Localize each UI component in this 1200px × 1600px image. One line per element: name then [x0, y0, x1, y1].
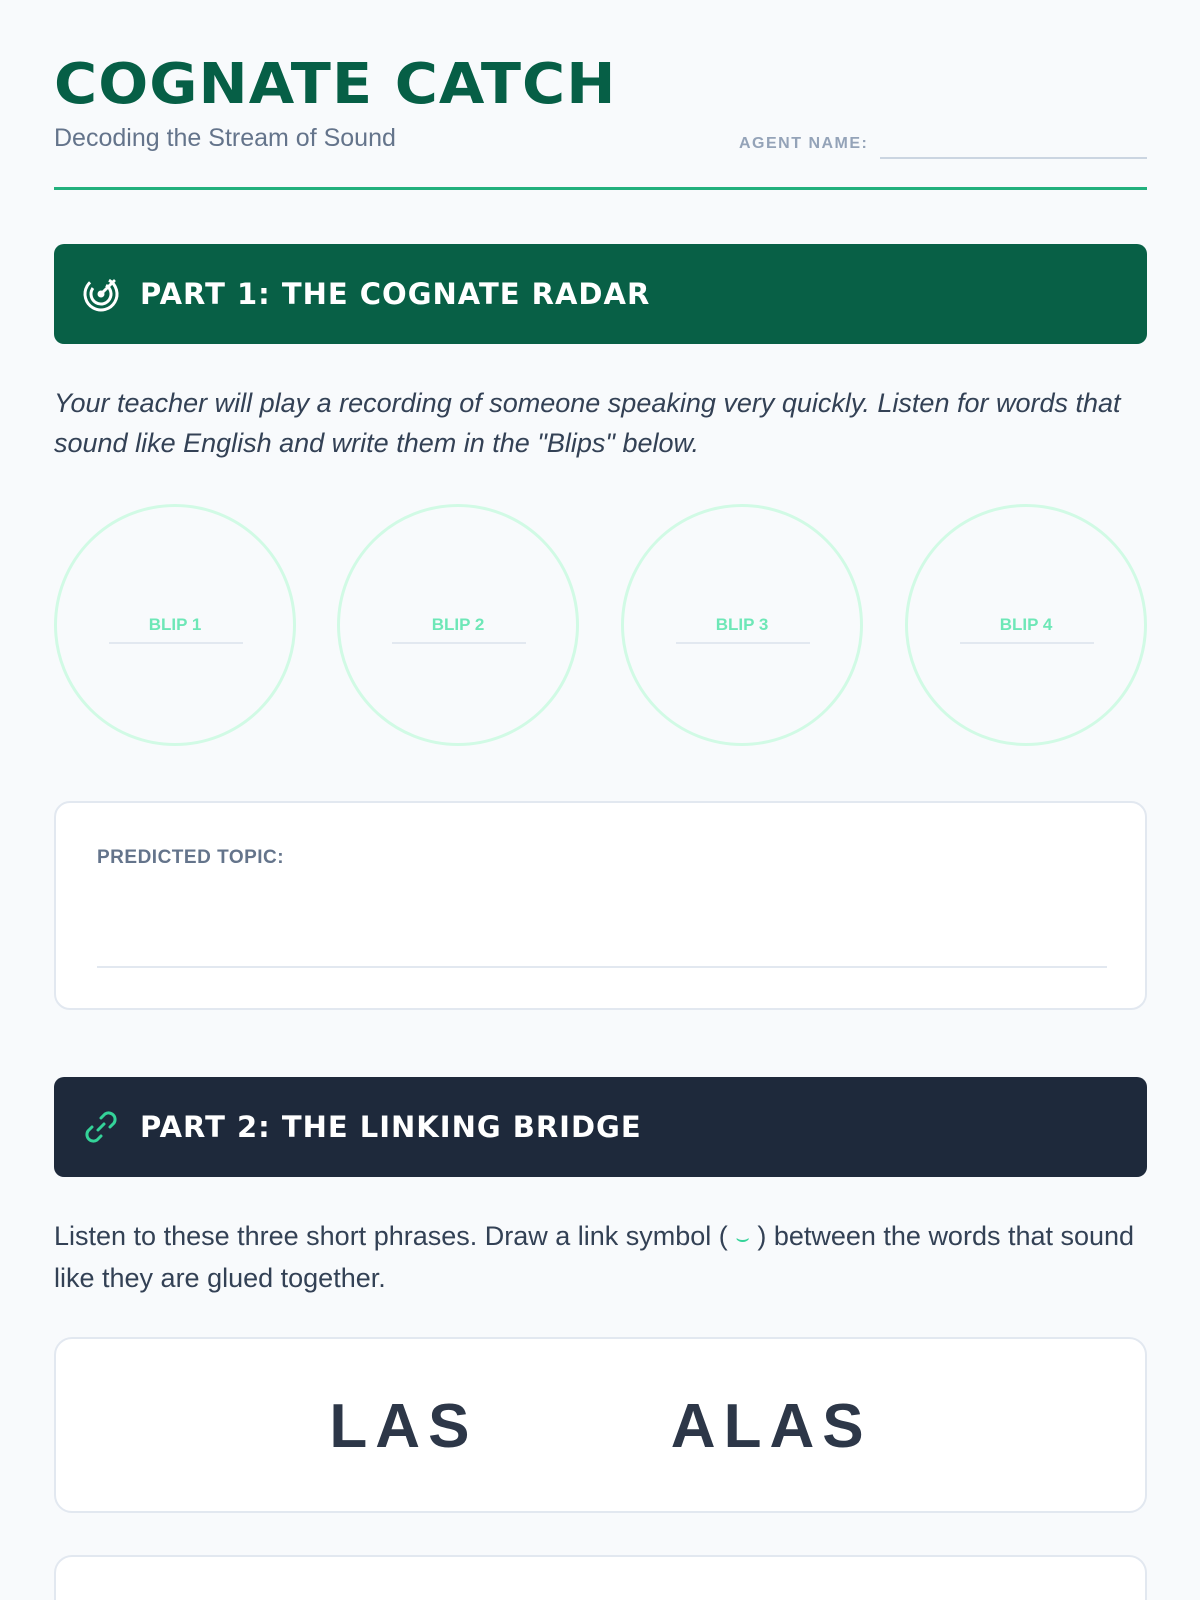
predicted-topic-label: PREDICTED TOPIC:: [97, 847, 285, 868]
part1-title: PART 1: THE COGNATE RADAR: [140, 277, 651, 311]
blip-label: BLIP 4: [999, 615, 1053, 634]
blip-write-line: [676, 642, 810, 644]
part1-instructions: Your teacher will play a recording of someone speaking very quickly. Listen for words that sound like English and write them in the "Blips" below.: [54, 388, 1121, 458]
part2-banner: [54, 1077, 1147, 1177]
part1-banner: [54, 244, 1147, 344]
phrase-text: LAS ALAS: [329, 1392, 872, 1461]
worksheet-subtitle: Decoding the Stream of Sound: [54, 124, 396, 152]
blip-circle[interactable]: [905, 504, 1147, 746]
worksheet-page: [54, 0, 1147, 1461]
part2-title: PART 2: THE LINKING BRIDGE: [140, 1110, 642, 1144]
blip-write-line: [109, 642, 243, 644]
agent-name-field[interactable]: [880, 157, 1147, 159]
blip-row: [54, 504, 1147, 746]
blip-label: BLIP 1: [148, 615, 202, 634]
blip-label: BLIP 2: [431, 615, 485, 634]
part2-instructions-after: ) between the words that sound like they are glued together.: [54, 1221, 1135, 1293]
radar-icon: [82, 275, 120, 313]
phrase-card[interactable]: [54, 1337, 1147, 1513]
worksheet-header: [54, 0, 1147, 190]
blip-write-line: [392, 642, 526, 644]
link-icon: [82, 1108, 120, 1146]
blip-circle[interactable]: [337, 504, 579, 746]
link-symbol-icon: ⌣: [735, 1225, 750, 1250]
part2-instructions: [54, 1216, 1147, 1298]
blip-circle[interactable]: [621, 504, 863, 746]
worksheet-title: COGNATE CATCH: [54, 52, 617, 117]
part2-instructions-before: Listen to these three short phrases. Draw a link symbol (: [54, 1221, 728, 1251]
predicted-topic-field[interactable]: [97, 966, 1107, 968]
agent-name-label: AGENT NAME:: [739, 135, 869, 152]
blip-circle[interactable]: [54, 504, 296, 746]
blip-label: BLIP 3: [715, 615, 769, 634]
predicted-topic-card: [54, 801, 1147, 1010]
blip-write-line: [960, 642, 1094, 644]
phrase-card[interactable]: [54, 1555, 1147, 1600]
